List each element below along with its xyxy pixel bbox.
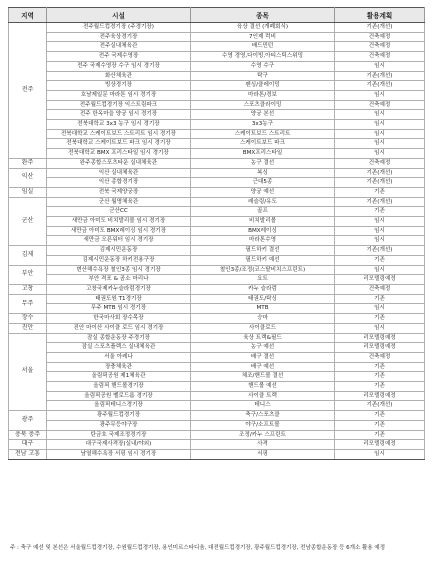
table-row [9,255,425,265]
table-row [9,32,425,42]
table-row [9,391,425,401]
facility-cell: 전주 국제수영장 [47,52,191,62]
region-cell: 서울 [9,333,47,411]
facility-cell: 김제시민운동장 하키전용구장 [47,255,191,265]
facility-cell: 전주실내체육관 [47,42,191,52]
facility-cell: 장충체육관 [47,362,191,372]
event-cell: 농구 결선 [191,158,335,168]
facility-cell: 광주월드컵경기장 [47,411,191,421]
region-cell: 부안 [9,265,47,284]
table-row [9,197,425,207]
plan-cell: 기존 [335,430,425,440]
plan-cell: 기존 [335,382,425,392]
table-row [9,275,425,285]
event-cell: 야구/소프트볼 [191,420,335,430]
table-row [9,362,425,372]
header-event: 종목 [191,8,335,23]
table-row [9,178,425,188]
table-row [9,187,425,197]
table-row [9,343,425,353]
event-cell: 사이클로드 [191,323,335,333]
plan-cell: 기존 [335,187,425,197]
table-row [9,236,425,246]
plan-cell: 임시 [335,323,425,333]
facility-cell: 올림픽공원 제1체육관 [47,372,191,382]
facility-cell: 태권도원 T1경기장 [47,294,191,304]
table-row [9,110,425,120]
event-cell: 스케이트보드 파크 [191,139,335,149]
table-row [9,207,425,217]
event-cell: 레슬링/유도 [191,197,335,207]
table-row [9,90,425,100]
facility-cell: 군산CC [47,207,191,217]
plan-cell: 기존 [335,420,425,430]
event-cell: 배구 예선 [191,362,335,372]
event-cell: 수영 경영,다이빙,아티스틱스위밍 [191,52,335,62]
event-cell: 배구 결선 [191,352,335,362]
plan-cell: 기존 [335,362,425,372]
facility-cell: 전북대학교 BMX 프리스타일 임시 경기장 [47,149,191,159]
event-cell: 복싱 [191,168,335,178]
header-region: 지역 [9,8,47,23]
table-row [9,284,425,294]
facility-cell: 서울 아레나 [47,352,191,362]
event-cell: 스케이트보드 스트리트 [191,129,335,139]
facility-cell: 김제시민운동장 [47,246,191,256]
event-cell: 마라톤/경보 [191,90,335,100]
region-cell: 대구 [9,440,47,450]
table-row [9,139,425,149]
plan-cell: 기존 [335,294,425,304]
plan-cell: 기존 [335,411,425,421]
table-row [9,217,425,227]
facility-cell: 익산 종합경기장 [47,178,191,188]
event-cell: BMX레이싱 [191,226,335,236]
plan-cell: 임시 [335,90,425,100]
plan-cell: 임시 [335,265,425,275]
event-cell: 탁구 [191,71,335,81]
table-row [9,168,425,178]
facility-cell: 변산해수욕장 철인3종 임시 경기장 [47,265,191,275]
region-cell: 전남 고흥 [9,449,47,459]
event-cell: 마라톤수영 [191,236,335,246]
plan-cell: 기존(개선) [335,23,425,33]
event-cell: 3x3농구 [191,120,335,130]
plan-cell: 건축예정 [335,42,425,52]
region-cell: 임실 [9,187,47,197]
plan-cell: 건축예정 [335,284,425,294]
facility-cell: 전주월드컵경기장 (주경기장) [47,23,191,33]
region-cell: 완주 [9,158,47,168]
table-row [9,440,425,450]
table-row [9,420,425,430]
header-plan: 활용계획 [335,8,425,23]
table-row [9,71,425,81]
plan-cell: 임시 [335,61,425,71]
event-cell: 배드민턴 [191,42,335,52]
plan-cell: 기존 [335,372,425,382]
plan-cell: 건축예정 [335,32,425,42]
plan-cell: 기존 [335,255,425,265]
plan-cell: 리모델링예정 [335,440,425,450]
plan-cell: 기존(개선) [335,197,425,207]
event-cell: 육상 트랙&필드 [191,333,335,343]
plan-cell: 임시 [335,149,425,159]
venue-table [8,7,425,460]
region-cell: 익산 [9,168,47,187]
event-cell: 7인제 럭비 [191,32,335,42]
footnote: 주 : 축구 예선 및 본선은 서울월드컵경기장, 수원월드컵경기장, 용인미르스타디움, 대전월드컵경기장, 광주월드컵경기장, 전남종합운동장 등 6개소 활용 예정 [10,545,386,551]
event-cell: 필드하키 결선 [191,246,335,256]
facility-cell: 탄금호 국제조정경기장 [47,430,191,440]
facility-cell: 올림픽 핸드볼경기장 [47,382,191,392]
table-row [9,149,425,159]
facility-cell: 잠실 종합운동장 주경기장 [47,333,191,343]
table-row [9,304,425,314]
facility-cell: 무주 MTB 임시 경기장 [47,304,191,314]
event-cell: 요트 [191,275,335,285]
event-cell: 근대5종 [191,178,335,188]
table-row [9,382,425,392]
plan-cell: 기존 [335,314,425,324]
facility-cell: 전북 국제양궁장 [47,187,191,197]
event-cell: 사이클 트랙 [191,391,335,401]
event-cell: 철인3종/조정(코스탈비치스프린트) [191,265,335,275]
table-row [9,23,425,33]
event-cell: 서핑 [191,449,335,459]
facility-cell: 전주 국제수영장 수구 임시 경기장 [47,61,191,71]
facility-cell: 전주월드컵경기장 익스트림파크 [47,100,191,110]
plan-cell: 임시 [335,110,425,120]
event-cell: 테니스 [191,401,335,411]
region-cell: 전주 [9,23,47,159]
facility-cell: 호남제일문 마라톤 임시 경기장 [47,90,191,100]
plan-cell: 리모델링예정 [335,391,425,401]
region-cell: 광주 [9,411,47,430]
facility-cell: 화산체육관 [47,71,191,81]
table-row [9,52,425,62]
event-cell: 카누 슬라럼 [191,284,335,294]
facility-cell: 새만금 오픈워터 임시 경기장 [47,236,191,246]
event-cell: 비치발리볼 [191,217,335,227]
plan-cell: 임시 [335,217,425,227]
plan-cell: 임시 [335,120,425,130]
table-row [9,449,425,459]
facility-cell: 올림픽공원 벨로드롬 경기장 [47,391,191,401]
plan-cell: 임시 [335,129,425,139]
table-row [9,120,425,130]
facility-cell: 광주무등야구장 [47,420,191,430]
facility-cell: 전북대학교 스케이트보드 파크 임시 경기장 [47,139,191,149]
event-cell: 태권도/탁싱 [191,294,335,304]
table-row [9,42,425,52]
region-cell: 김제 [9,246,47,265]
event-cell: 펜싱/클레이밍 [191,81,335,91]
event-cell: 양궁 본선 [191,110,335,120]
table-row [9,294,425,304]
plan-cell: 기존(개선) [335,168,425,178]
facility-cell: 완주종합스포츠타운 실내체육관 [47,158,191,168]
table-row [9,158,425,168]
plan-cell: 기존(개선) [335,81,425,91]
facility-cell: 전주 한옥마을 양궁 임시 경기장 [47,110,191,120]
facility-cell: 올림픽테니스경기장 [47,401,191,411]
facility-cell: 새만금 아미도 BMX레이싱 임시 경기장 [47,226,191,236]
region-cell: 고창 [9,284,47,294]
facility-cell: 빙상경기장 [47,81,191,91]
facility-cell: 고창국제카누슬라럼경기장 [47,284,191,294]
facility-cell: 전북대학교 스케이트보드 스트리트 임시 경기장 [47,129,191,139]
event-cell: 농구 예선 [191,343,335,353]
table-row [9,61,425,71]
table-row [9,246,425,256]
plan-cell: 건축예정 [335,100,425,110]
facility-cell: 부안 격포 & 곰소 마리나 [47,275,191,285]
header-facility: 시설 [47,8,191,23]
venue-table-container [8,7,424,460]
facility-cell: 전주육상경기장 [47,32,191,42]
table-body [9,23,425,460]
plan-cell: 임시 [335,304,425,314]
table-row [9,226,425,236]
plan-cell: 임시 [335,236,425,246]
plan-cell: 임시 [335,226,425,236]
plan-cell: 임시 [335,139,425,149]
facility-cell: 한국마사회 장수목장 [47,314,191,324]
table-header-row [9,8,425,23]
table-row [9,323,425,333]
facility-cell: 전북대학교 3x3 농구 임시 경기장 [47,120,191,130]
plan-cell: 리모델링예정 [335,275,425,285]
event-cell: 필드하키 예선 [191,255,335,265]
plan-cell: 건축예정 [335,352,425,362]
event-cell: 핸드볼 예선 [191,382,335,392]
region-cell: 장수 [9,314,47,324]
table-row [9,333,425,343]
facility-cell: 남열해수욕장 서핑 임시 경기장 [47,449,191,459]
table-row [9,100,425,110]
table-row [9,81,425,91]
table-row [9,401,425,411]
event-cell: 조정/카누 스프린트 [191,430,335,440]
facility-cell: 잠실 스포츠플렉스 실내체육관 [47,343,191,353]
event-cell: MTB [191,304,335,314]
facility-cell: 대구국제사격장(실내/야외) [47,440,191,450]
event-cell: 수영 수구 [191,61,335,71]
plan-cell: 건축예정 [335,52,425,62]
facility-cell: 익산 실내체육관 [47,168,191,178]
table-row [9,352,425,362]
event-cell: 사격 [191,440,335,450]
plan-cell: 임시 [335,449,425,459]
plan-cell: 리모델링예정 [335,333,425,343]
table-row [9,372,425,382]
event-cell: BMX프리스타일 [191,149,335,159]
event-cell: 육상 결선 (개폐회식) [191,23,335,33]
event-cell: 양궁 예선 [191,187,335,197]
event-cell: 승마 [191,314,335,324]
table-row [9,265,425,275]
region-cell: 진안 [9,323,47,333]
facility-cell: 진안 마이산 사이클 로드 임시 경기장 [47,323,191,333]
plan-cell: 기존(개선) [335,71,425,81]
facility-cell: 새만금 아미도 비치발리볼 임시 경기장 [47,217,191,227]
event-cell: 스포츠클라이밍 [191,100,335,110]
table-row [9,314,425,324]
region-cell: 군산 [9,197,47,246]
event-cell: 골프 [191,207,335,217]
plan-cell: 건축예정 [335,158,425,168]
table-row [9,129,425,139]
table-row [9,411,425,421]
plan-cell: 기존(개선) [335,246,425,256]
plan-cell: 기존(개선) [335,401,425,411]
plan-cell: 기존(개선) [335,178,425,188]
event-cell: 축구/스포츠클 [191,411,335,421]
plan-cell: 기존 [335,207,425,217]
table-row [9,430,425,440]
event-cell: 체조/핸드볼 결선 [191,372,335,382]
facility-cell: 군산 월명체육관 [47,197,191,207]
region-cell: 무주 [9,294,47,313]
plan-cell: 리모델링예정 [335,343,425,353]
region-cell: 충북 충주 [9,430,47,440]
